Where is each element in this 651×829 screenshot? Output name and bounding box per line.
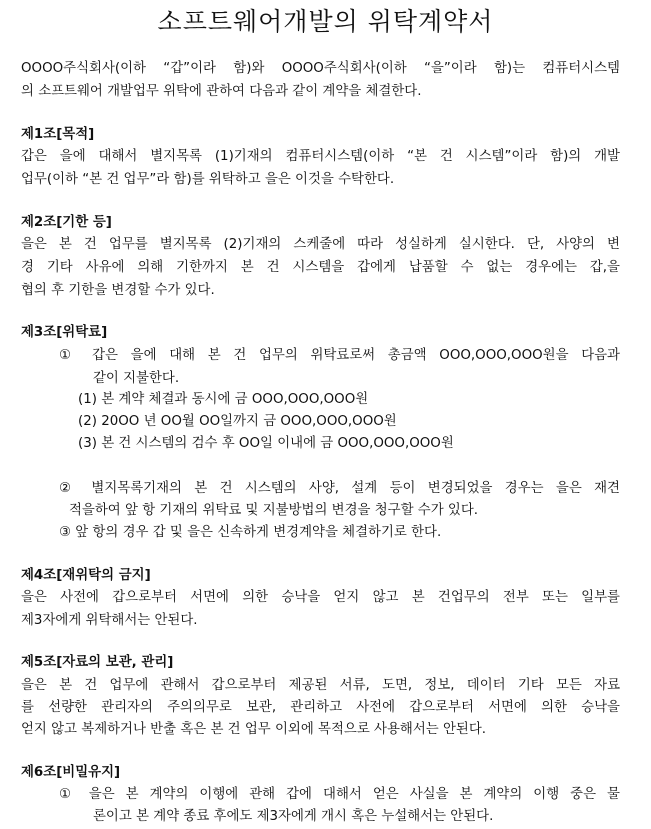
article-2-line-1: 을은 본 건 업무를 별지목록 (2)기재의 스케줄에 따라 성실하게 실시한다. 단, 사양의 변 xyxy=(21,237,620,252)
article-6-para-1-line-1: ① 을은 본 계약의 이행에 관해 갑에 대해서 얻은 사실을 본 계약의 이행 중은 물 xyxy=(59,787,620,802)
article-2-line-3: 협의 후 기한을 변경할 수가 있다. xyxy=(21,283,215,298)
intro-line-1: OOOO주식회사(이하 “갑”이라 함)와 OOOO주식회사(이하 “을”이라 함)는 컴퓨터시스템 xyxy=(21,61,620,76)
article-5-line-1: 을은 본 건 업무에 관해서 갑으로부터 제공된 서류, 도면, 정보, 데이터 기타 모든 자료 xyxy=(21,678,620,693)
article-1-line-2: 업무(이하 “본 건 업무”라 함)를 위탁하고 을은 이것을 수탁한다. xyxy=(21,172,395,187)
article-3-para-2-line-1: ② 별지목록기재의 본 건 시스템의 사양, 설계 등이 변경되었을 경우는 을은 재견 xyxy=(59,481,620,496)
article-3-item-1: (1) 본 계약 체결과 동시에 금 OOO,OOO,OOO원 xyxy=(78,392,369,407)
article-2-heading: 제2조[기한 등] xyxy=(21,215,112,230)
article-5-heading: 제5조[자료의 보관, 관리] xyxy=(21,655,174,670)
article-1-line-1: 갑은 을에 대해서 별지목록 (1)기재의 컴퓨터시스템(이하 “본 건 시스템”이라 함)의 개발 xyxy=(21,149,620,164)
article-3-para-3: ③ 앞 항의 경우 갑 및 을은 신속하게 변경계약을 체결하기로 한다. xyxy=(59,525,442,540)
article-1-heading: 제1조[목적] xyxy=(21,127,95,142)
intro-line-2: 의 소프트웨어 개발업무 위탁에 관하여 다음과 같이 계약을 체결한다. xyxy=(21,84,422,99)
article-3-para-1-line-1: ① 갑은 을에 대해 본 건 업무의 위탁료로써 총금액 OOO,OOO,OOO원을 다음과 xyxy=(59,348,620,363)
document-title: 소프트웨어개발의 위탁계약서 xyxy=(157,7,494,36)
article-6-para-1-line-2: 론이고 본 계약 종료 후에도 제3자에게 개시 혹은 누설해서는 안된다. xyxy=(93,809,494,824)
article-3-item-2: (2) 20OO 년 OO월 OO일까지 금 OOO,OOO,OOO원 xyxy=(78,414,397,429)
article-6-heading: 제6조[비밀유지] xyxy=(21,765,121,780)
article-4-heading: 제4조[재위탁의 금지] xyxy=(21,568,151,583)
article-5-line-3: 얻지 않고 복제하거나 반출 혹은 본 건 업무 이외에 목적으로 사용해서는 안된다. xyxy=(21,722,487,737)
article-2-line-2: 경 기타 사유에 의해 기한까지 본 건 시스템을 갑에게 납품할 수 없는 경우에는 갑,을 xyxy=(21,260,620,275)
article-3-para-2-line-2: 적을하여 앞 항 기재의 위탁료 및 지불방법의 변경을 청구할 수가 있다. xyxy=(69,503,479,518)
article-3-item-3: (3) 본 건 시스템의 검수 후 OO일 이내에 금 OOO,OOO,OOO원 xyxy=(78,436,454,451)
article-3-heading: 제3조[위탁료] xyxy=(21,325,108,340)
article-5-line-2: 를 선량한 관리자의 주의의무로 보관, 관리하고 사전에 갑으로부터 서면에 의한 승낙을 xyxy=(21,700,620,715)
article-4-line-1: 을은 사전에 갑으로부터 서면에 의한 승낙을 얻지 않고 본 건업무의 전부 또는 일부를 xyxy=(21,590,620,605)
article-4-line-2: 제3자에게 위탁해서는 안된다. xyxy=(21,613,198,628)
article-3-para-1-line-2: 같이 지불한다. xyxy=(93,371,180,386)
